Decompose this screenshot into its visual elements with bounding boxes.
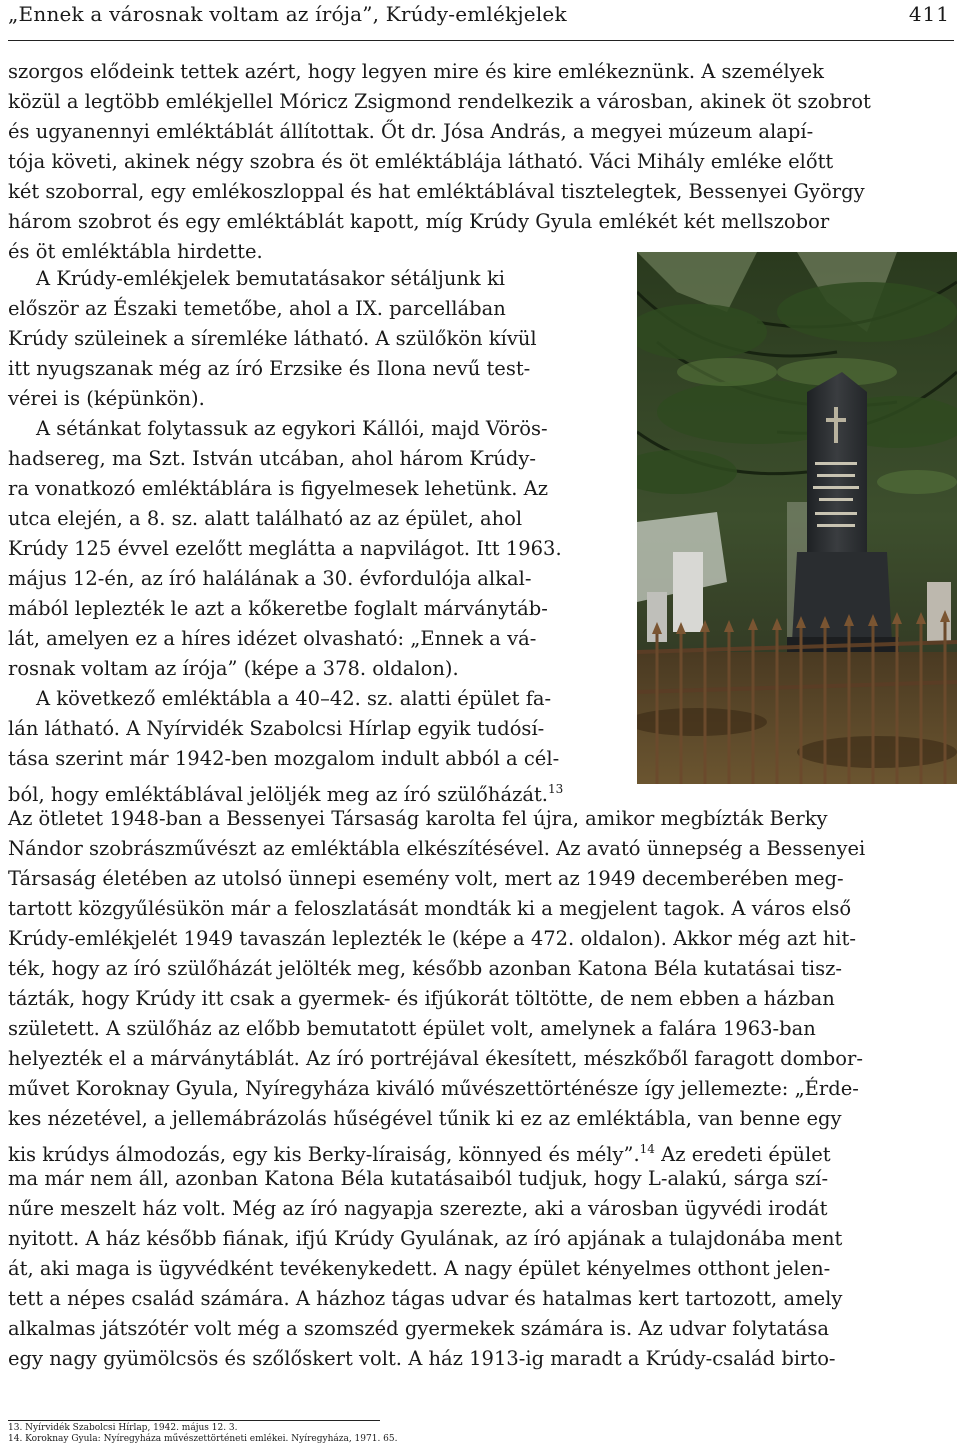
footnote-13: 13. Nyírvidék Szabolcsi Hírlap, 1942. május 12. 3. — [8, 1423, 238, 1433]
body-line: és öt emléktábla hirdette. — [8, 240, 263, 263]
body-line-tail: Az eredeti épület — [654, 1143, 831, 1166]
body-line: és ugyanennyi emléktáblát állítottak. Őt dr. Jósa András, a megyei múzeum alapí- — [8, 120, 814, 143]
body-line: szorgos elődeink tettek azért, hogy legyen mire és kire emlékeznünk. A személyek — [8, 60, 825, 83]
body-line: tása szerint már 1942-ben mozgalom indult abból a cél- — [8, 747, 560, 770]
body-line: lán látható. A Nyírvidék Szabolcsi Hírlap egyik tudósí- — [8, 717, 545, 740]
body-line: született. A szülőház az előbb bemutatott épület volt, amelynek a falára 1963-ban — [8, 1017, 816, 1040]
body-line: Nándor szobrászművészt az emléktábla elkészítésével. Az avató ünnepség a Bessenyei — [8, 837, 866, 860]
body-line: közül a legtöbb emlékjellel Móricz Zsigmond rendelkezik a városban, akinek öt szobrot — [8, 90, 871, 113]
gravestone-image — [637, 252, 957, 784]
running-title: „Ennek a városnak voltam az írója”, Krúdy-emlékjelek — [8, 2, 567, 26]
body-line-text: ból, hogy emléktáblával jelöljék meg az író szülőházát. — [8, 783, 549, 806]
footnote-ref-13: 13 — [548, 782, 564, 796]
body-line: alkalmas játszótér volt még a szomszéd gyermekek számára is. Az udvar folytatása — [8, 1317, 829, 1340]
body-line: tója követi, akinek négy szobra és öt emléktáblája látható. Váci Mihály emléke előtt — [8, 150, 834, 173]
body-line: rosnak voltam az írója” (képe a 378. oldalon). — [8, 657, 459, 680]
body-line: A sétánkat folytassuk az egykori Kállói, majd Vörös- — [36, 417, 548, 440]
body-line: tázták, hogy Krúdy itt csak a gyermek- és ifjúkorát töltötte, de nem ebben a házban — [8, 987, 835, 1010]
body-line: hadsereg, ma Szt. István utcában, ahol három Krúdy- — [8, 447, 536, 470]
body-line: május 12-én, az író halálának a 30. évfordulója alkal- — [8, 567, 532, 590]
body-line: A következő emléktábla a 40–42. sz. alatti épület fa- — [36, 687, 552, 710]
body-line-text: kis krúdys álmodozás, egy kis Berky-líraiság, könnyed és mély”. — [8, 1143, 640, 1166]
body-line: Krúdy 125 évvel ezelőtt meglátta a napvilágot. Itt 1963. — [8, 537, 562, 560]
footnote-14: 14. Koroknay Gyula: Nyíregyháza művészettörténeti emlékei. Nyíregyháza, 1971. 65. — [8, 1434, 398, 1444]
body-line: Az ötletet 1948-ban a Bessenyei Társaság karolta fel újra, amikor megbízták Berky — [8, 807, 828, 830]
body-line: utca elején, a 8. sz. alatt található az az épület, ahol — [8, 507, 523, 530]
body-line: át, aki maga is ügyvédként tevékenykedett. A nagy épület kényelmes otthont jelen- — [8, 1257, 831, 1280]
running-header — [8, 0, 954, 41]
body-line: ma már nem áll, azonban Katona Béla kutatásaiból tudjuk, hogy L-alakú, sárga szí- — [8, 1167, 829, 1190]
body-line: ték, hogy az író szülőházát jelölték meg, később azonban Katona Béla kutatásai tisz- — [8, 957, 842, 980]
body-line: ra vonatkozó emléktáblára is figyelmesek lehetünk. Az — [8, 477, 548, 500]
body-line: mából leplezték le azt a kőkeretbe foglalt márványtáb- — [8, 597, 548, 620]
cemetery-photo — [637, 252, 957, 784]
page-number: 411 — [908, 2, 950, 26]
body-line: három szobrot és egy emléktáblát kapott, míg Krúdy Gyula emlékét két mellszobor — [8, 210, 830, 233]
body-line: először az Északi temetőbe, ahol a IX. parcellában — [8, 297, 506, 320]
body-line: vérei is (képünkön). — [8, 387, 205, 410]
body-line: egy nagy gyümölcsös és szőlőskert volt. A ház 1913-ig maradt a Krúdy-család birto- — [8, 1347, 836, 1370]
body-line: kes nézetével, a jellemábrázolás hűségével tűnik ki ez az emléktábla, van benne egy — [8, 1107, 842, 1130]
body-line: két szoborral, egy emlékoszloppal és hat emléktáblával tisztelegtek, Bessenyei György — [8, 180, 865, 203]
body-line: nyitott. A ház később fiának, ifjú Krúdy Gyulának, az író apjának a tulajdonába ment — [8, 1227, 843, 1250]
body-line: A Krúdy-emlékjelek bemutatásakor sétáljunk ki — [36, 267, 505, 290]
footnote-ref-14: 14 — [639, 1142, 655, 1156]
footnote-divider — [8, 1420, 380, 1421]
body-line: helyezték el a márványtáblát. Az író portréjával ékesített, mészkőből faragott dombor- — [8, 1047, 863, 1070]
body-line: tartott közgyűlésükön már a feloszlatását mondták ki a megjelent tagok. A város első — [8, 897, 852, 920]
body-line: nűre meszelt ház volt. Még az író nagyapja szerezte, aki a városban ügyvédi irodát — [8, 1197, 828, 1220]
body-line: tett a népes család számára. A házhoz tágas udvar és hatalmas kert tartozott, amely — [8, 1287, 843, 1310]
body-line: lát, amelyen ez a híres idézet olvasható: „Ennek a vá- — [8, 627, 537, 650]
body-line: művet Koroknay Gyula, Nyíregyháza kiváló művészettörténésze így jellemezte: „Érde- — [8, 1077, 859, 1100]
body-line: Krúdy szüleinek a síremléke látható. A szülőkön kívül — [8, 327, 537, 350]
body-line: Társaság életében az utolsó ünnepi esemény volt, mert az 1949 decemberében meg- — [8, 867, 844, 890]
body-line: Krúdy-emlékjelét 1949 tavaszán leplezték le (képe a 472. oldalon). Akkor még azt hit- — [8, 927, 856, 950]
body-line: itt nyugszanak még az író Erzsike és Ilona nevű test- — [8, 357, 531, 380]
